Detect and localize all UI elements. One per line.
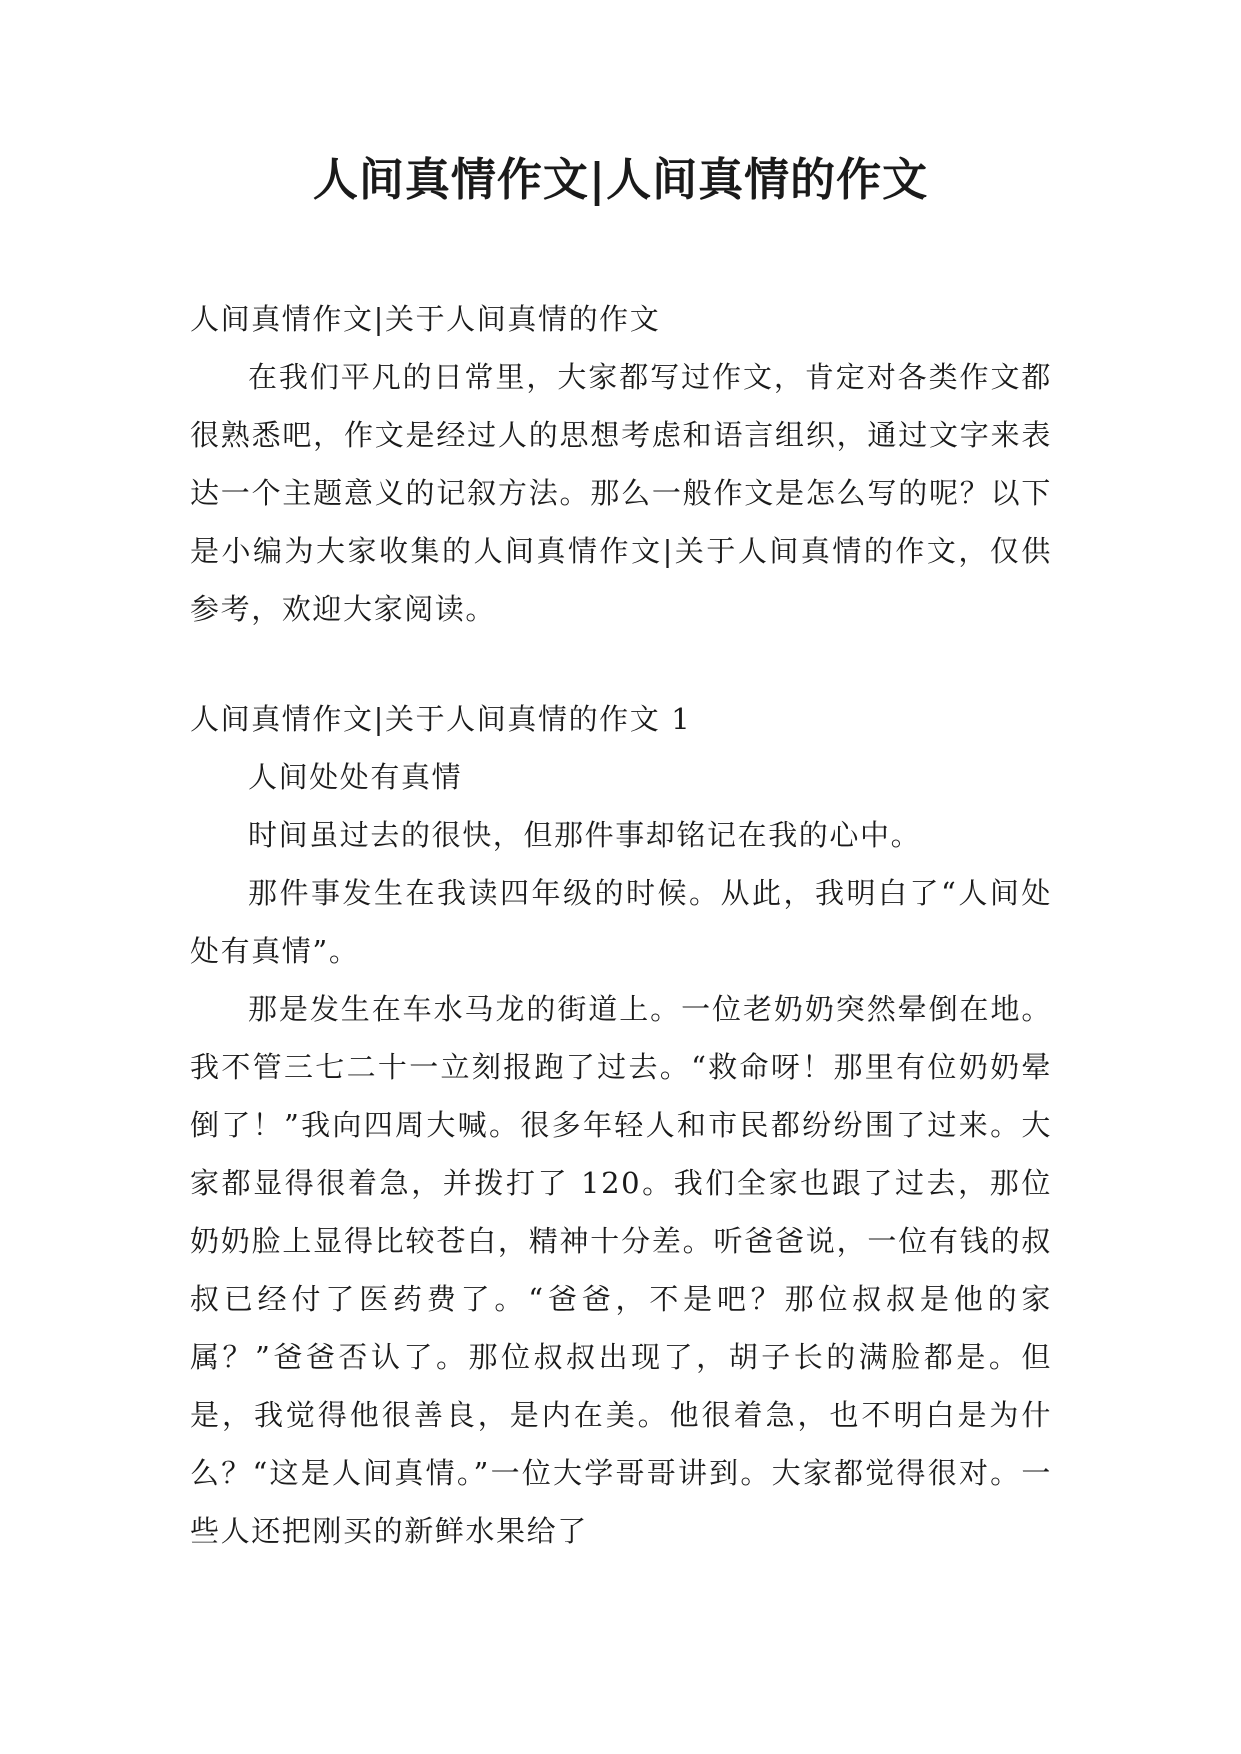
intro-paragraph: 在我们平凡的日常里，大家都写过作文，肯定对各类作文都很熟悉吧，作文是经过人的思想考虑和语言组织，通过文字来表达一个主题意义的记叙方法。那么一般作文是怎么写的呢？以下是小编为大家收集的人间真情作文|关于人间真情的作文，仅供参考，欢迎大家阅读。: [190, 360, 1052, 626]
paragraph: 时间虽过去的很快，但那件事却铭记在我的心中。: [248, 818, 922, 852]
paragraph: 那是发生在车水马龙的街道上。一位老奶奶突然晕倒在地。我不管三七二十一立刻报跑了过去。“救命呀！那里有位奶奶晕倒了！”我向四周大喊。很多年轻人和市民都纷纷围了过来。大家都显得很着急，并拨打了 120。我们全家也跟了过去，那位奶奶脸上显得比较苍白，精神十分差。听爸爸说，一位有钱的叔叔已经付了医药费了。“爸爸，不是吧？那位叔叔是他的家属？”爸爸否认了。那位叔叔出现了，胡子长的满脸都是。但是，我觉得他很善良，是内在美。他很着急，也不明白是为什么？“这是人间真情。”一位大学哥哥讲到。大家都觉得很对。一些人还把刚买的新鲜水果给了: [190, 992, 1052, 1548]
intro-heading: 人间真情作文|关于人间真情的作文: [190, 302, 661, 336]
section-heading: 人间真情作文|关于人间真情的作文 1: [190, 702, 692, 736]
document-title: 人间真情作文|人间真情的作文: [312, 153, 929, 206]
essay-title: 人间处处有真情: [248, 760, 463, 794]
paragraph: 那件事发生在我读四年级的时候。从此，我明白了“人间处处有真情”。: [190, 876, 1052, 968]
document-body: [190, 290, 1052, 1560]
